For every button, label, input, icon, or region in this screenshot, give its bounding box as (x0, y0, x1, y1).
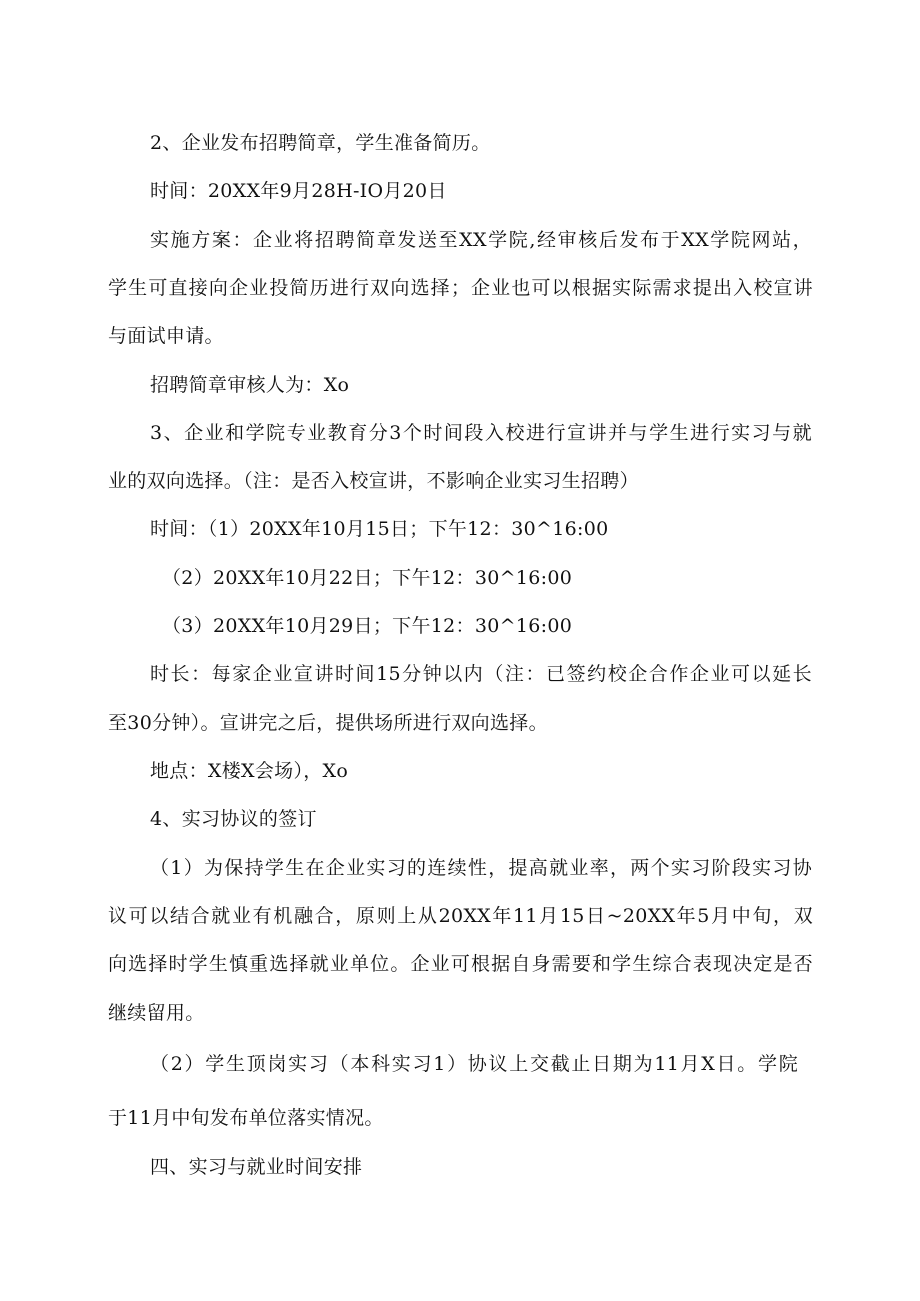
schedule-time-3: （3）20XX年10月29日；下午12：30^16:00 (162, 615, 573, 637)
paragraph-line: 时长：每家企业宣讲时间15分钟以内（注：已签约校企合作企业可以延长 (150, 663, 812, 685)
schedule-time-1: 时间：（1）20XX年10月15日；下午12：30^16:00 (150, 518, 609, 540)
paragraph-line: 业的双向选择。（注：是否入校宣讲，不影响企业实习生招聘） (108, 470, 639, 492)
section-heading-4: 四、实习与就业时间安排 (150, 1156, 363, 1178)
paragraph-line: 至30分钟）。宣讲完之后，提供场所进行双向选择。 (108, 712, 548, 734)
paragraph-line: 向选择时学生慎重选择就业单位。企业可根据自身需要和学生综合表现决定是否 (108, 953, 813, 975)
heading-step-2: 2、企业发布招聘简章，学生准备简历。 (150, 132, 491, 154)
paragraph-line: 时间：20XX年9月28H-IO月20日 (150, 180, 447, 202)
paragraph-line: 议可以结合就业有机融合，原则上从20XX年11月15日~20XX年5月中旬，双 (108, 905, 813, 927)
paragraph-line: 招聘简章审核人为：Xo (150, 374, 350, 396)
paragraph-line: 地点：X楼X会场），Xo (150, 760, 349, 782)
schedule-time-2: （2）20XX年10月22日；下午12：30^16:00 (162, 567, 573, 589)
paragraph-line: 学生可直接向企业投简历进行双向选择；企业也可以根据实际需求提出入校宣讲 (108, 277, 813, 299)
paragraph-line: 与面试申请。 (108, 325, 224, 347)
paragraph-line: 继续留用。 (108, 1002, 205, 1024)
paragraph-line: （2）学生顶岗实习（本科实习1）协议上交截止日期为11月X日。学院 (150, 1053, 798, 1075)
paragraph-line: 实施方案：企业将招聘简章发送至XX学院,经审核后发布于XX学院网站， (150, 229, 812, 251)
paragraph-line: （1）为保持学生在企业实习的连续性，提高就业率，两个实习阶段实习协 (150, 857, 812, 879)
heading-step-3: 3、企业和学院专业教育分3个时间段入校进行宣讲并与学生进行实习与就 (150, 422, 812, 444)
heading-step-4: 4、实习协议的签订 (150, 808, 317, 830)
paragraph-line: 于11月中旬发布单位落实情况。 (108, 1107, 384, 1129)
